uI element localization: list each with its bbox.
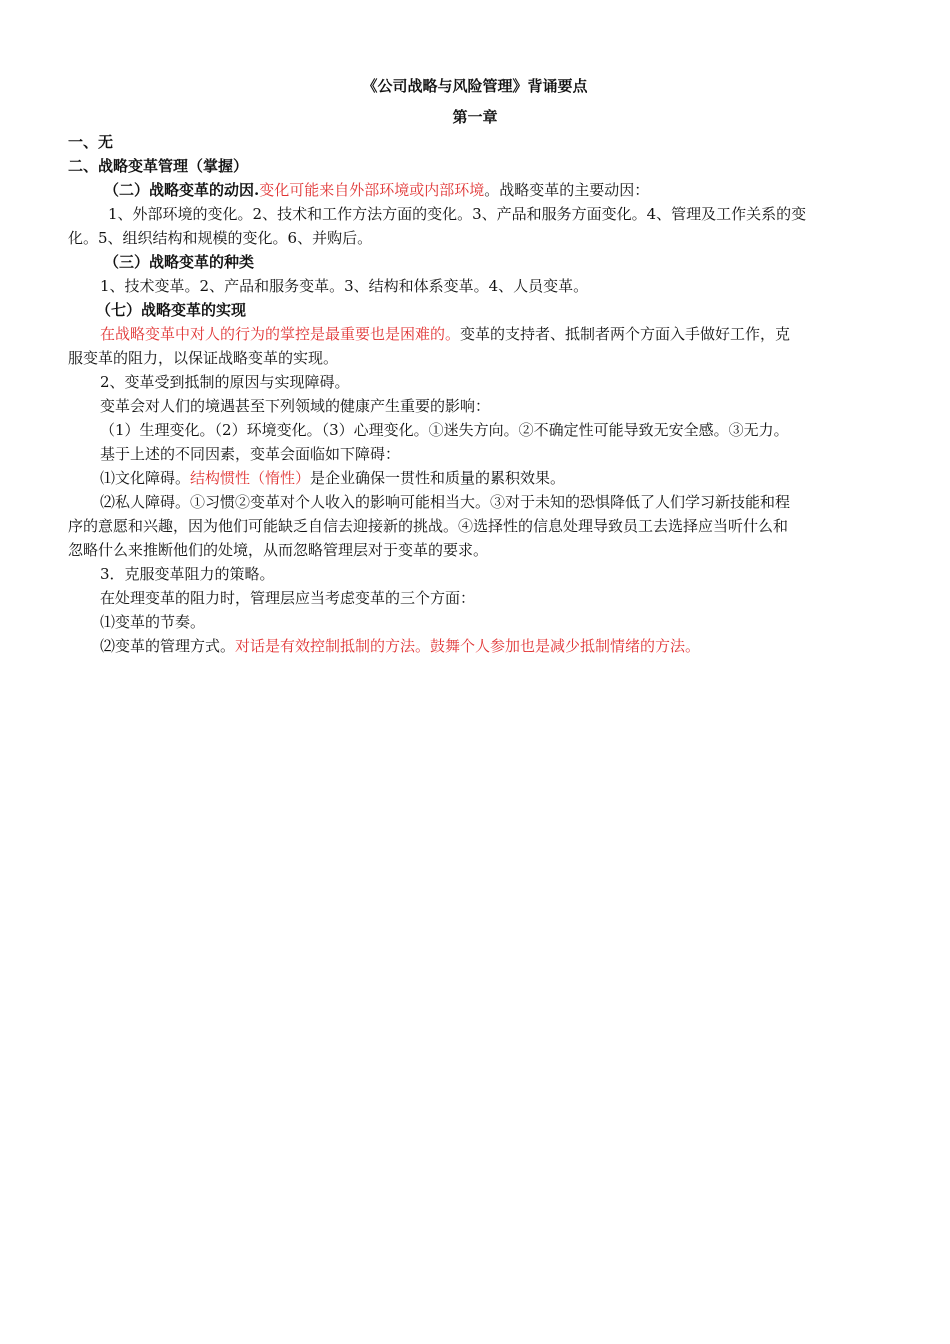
paragraph-text: 变革的支持者、抵制者两个方面入手做好工作，克: [460, 325, 791, 343]
paragraph-obstacles-intro: 基于上述的不同因素，变革会面临如下障碍：: [100, 445, 401, 463]
highlight-text: 在战略变革中对人的行为的掌控是最重要也是困难的。: [100, 325, 461, 343]
paragraph-impact: 变革会对人们的境遇甚至下列领域的健康产生重要的影响：: [100, 397, 491, 415]
paragraph-text: ⑵变革的管理方式。: [100, 637, 236, 655]
paragraph-implementation: [100, 322, 920, 346]
paragraph-drivers: [104, 178, 924, 202]
section-heading-1: 一、无: [68, 133, 114, 151]
paragraph-three-aspects: 在处理变革的阻力时，管理层应当考虑变革的三个方面：: [100, 589, 476, 607]
subheading-drivers: （二）战略变革的动因.: [104, 181, 260, 199]
paragraph-cultural-barrier: [100, 466, 920, 490]
paragraph-types: 1、技术变革。2、产品和服务变革。3、结构和体系变革。4、人员变革。: [100, 277, 589, 295]
paragraph-text: 是企业确保一贯性和质量的累积效果。: [310, 469, 566, 487]
paragraph-text: ⑴文化障碍。: [100, 469, 191, 487]
highlight-text: 变化可能来自外部环境或内部环境: [259, 181, 485, 199]
paragraph-personal-barrier-cont2: 忽略什么来推断他们的处境，从而忽略管理层对于变革的要求。: [68, 541, 489, 559]
subheading-types: （三）战略变革的种类: [104, 253, 255, 271]
paragraph-drivers-list: 1、外部环境的变化。2、技术和工作方法方面的变化。3、产品和服务方面变化。4、管理及工作关系的变: [108, 205, 807, 223]
paragraph-management-style: [100, 634, 920, 658]
paragraph-drivers-list-cont: 化。5、组织结构和规模的变化。6、并购后。: [68, 229, 373, 247]
section-heading-2: 二、战略变革管理（掌握）: [68, 157, 249, 175]
paragraph-text: 。战略变革的主要动因：: [484, 181, 650, 199]
paragraph-pace: ⑴变革的节奏。: [100, 613, 206, 631]
highlight-text: 对话是有效控制抵制的方法。鼓舞个人参加也是减少抵制情绪的方法。: [235, 637, 701, 655]
document-title: 《公司战略与风险管理》背诵要点: [362, 77, 588, 95]
highlight-text: 结构惯性（惰性）: [190, 469, 311, 487]
paragraph-implementation-cont: 服变革的阻力，以保证战略变革的实现。: [68, 349, 339, 367]
paragraph-strategies: 3．克服变革阻力的策略。: [100, 565, 275, 583]
paragraph-personal-barrier-cont: 序的意愿和兴趣，因为他们可能缺乏自信去迎接新的挑战。④选择性的信息处理导致员工去选择应当听什么和: [68, 517, 789, 535]
paragraph-changes: （1）生理变化。（2）环境变化。（3）心理变化。①迷失方向。②不确定性可能导致无安全感。③无力。: [100, 421, 789, 439]
chapter-heading: 第一章: [452, 108, 498, 126]
paragraph-personal-barrier: ⑵私人障碍。①习惯②变革对个人收入的影响可能相当大。③对于未知的恐惧降低了人们学习新技能和程: [100, 493, 791, 511]
paragraph-resistance-reasons: 2、变革受到抵制的原因与实现障碍。: [100, 373, 350, 391]
subheading-implementation: （七）战略变革的实现: [96, 301, 247, 319]
